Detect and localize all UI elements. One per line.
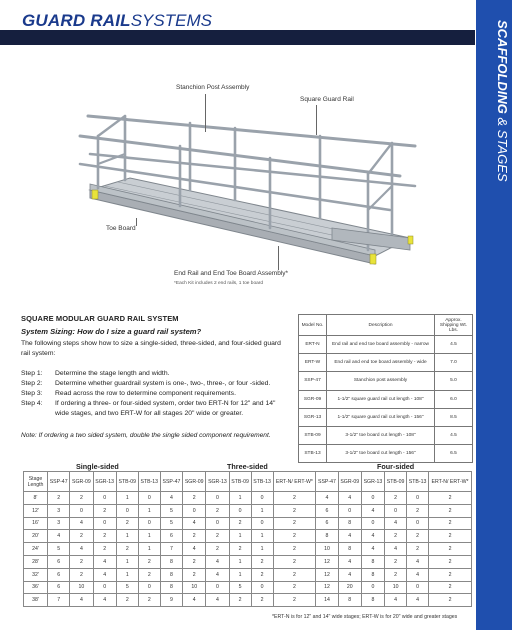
sizing-cell: 4 [361,530,384,543]
sizing-cell: 2 [385,530,407,543]
sizing-cell: 1 [116,555,138,568]
component-weight: 8.5 [435,408,473,426]
sizing-cell: 0 [93,492,116,505]
sizing-cell: 2 [48,492,70,505]
component-row [299,336,473,354]
sizing-cell: 2 [429,530,472,543]
sizing-cell: 6 [160,530,182,543]
sizing-cell: 8 [338,517,361,530]
sizing-cell: 8 [361,555,384,568]
sizing-cell: 8 [316,530,338,543]
component-weight: 6.0 [435,390,473,408]
component-description: Stanchion post assembly [327,372,435,390]
sizing-row [24,530,472,543]
sizing-cell: 8 [160,555,182,568]
sizing-cell: 8 [361,568,384,581]
sizing-cell: 2 [273,581,316,594]
sizing-cell: 1 [251,504,273,517]
sizing-cell: 4 [183,517,206,530]
sizing-cell: 4 [407,568,429,581]
sizing-cell: 0 [116,504,138,517]
sizing-cell: 4 [93,568,116,581]
components-table [298,314,473,463]
sizing-header-cell: ERT-N/ ERT-W* [429,472,472,492]
section-title: SQUARE MODULAR GUARD RAIL SYSTEM [21,314,179,323]
sizing-cell: 0 [407,492,429,505]
sizing-cell: 4 [385,517,407,530]
sizing-header-cell: STB-09 [385,472,407,492]
sizing-cell: 1 [138,543,160,556]
sizing-header-cell: STB-09 [229,472,251,492]
component-description: End rail and end toe board assembly - wide [327,354,435,372]
sizing-header-cell: SGR-13 [206,472,229,492]
sizing-cell: 24' [24,543,48,556]
sizing-cell: 2 [206,530,229,543]
sizing-cell: 4 [361,504,384,517]
component-description: End rail and end toe board assembly - narrow [327,336,435,354]
sizing-cell: 8 [160,581,182,594]
sizing-cell: 4 [385,543,407,556]
sizing-cell: 2 [429,543,472,556]
sizing-cell: 9 [160,594,182,607]
sizing-cell: 28' [24,555,48,568]
sizing-cell: 2 [429,594,472,607]
component-row [299,354,473,372]
sizing-cell: 1 [116,530,138,543]
sizing-cell: 2 [273,543,316,556]
sizing-header-cell: STB-13 [407,472,429,492]
component-model: SSP-47 [299,372,327,390]
sizing-cell: 2 [70,568,93,581]
leader-stanchion [205,94,206,132]
component-row [299,390,473,408]
sizing-cell: 2 [407,530,429,543]
sizing-cell: 0 [138,581,160,594]
sizing-cell: 4 [316,492,338,505]
step-row [21,399,291,419]
sizing-cell: 0 [361,581,384,594]
component-model: ERT-N [299,336,327,354]
sizing-cell: 0 [138,492,160,505]
step-row [21,369,291,379]
sizing-cell: 5 [116,581,138,594]
ert-footnote: *ERT-N is for 12" and 14" wide stages; ERT-W is for 20" wide and greater stages [272,614,458,620]
component-model: STB-09 [299,426,327,444]
sizing-cell: 7 [160,543,182,556]
sizing-header-cell: ERT-N/ ERT-W* [273,472,316,492]
sizing-cell: 20' [24,530,48,543]
component-model: SGR-13 [299,408,327,426]
sizing-cell: 0 [93,517,116,530]
sizing-cell: 0 [251,581,273,594]
sizing-cell: 4 [338,530,361,543]
sizing-cell: 2 [429,581,472,594]
step-row [21,389,291,399]
sizing-question: System Sizing: How do I size a guard rail system? [21,327,202,336]
step-label: Step 2: [21,380,43,387]
sizing-cell: 2 [251,555,273,568]
sizing-cell: 8 [338,594,361,607]
sizing-row [24,594,472,607]
sizing-cell: 2 [206,504,229,517]
sizing-cell: 6 [48,555,70,568]
sizing-cell: 0 [229,504,251,517]
sizing-header-cell: SGR-13 [93,472,116,492]
sizing-cell: 4 [206,568,229,581]
component-row [299,426,473,444]
sizing-cell: 2 [273,568,316,581]
sizing-cell: 38' [24,594,48,607]
sizing-header-cell: STB-13 [251,472,273,492]
sizing-cell: 3 [48,517,70,530]
sizing-cell: 0 [407,581,429,594]
sizing-cell: 4 [70,517,93,530]
callout-square-rail: Square Guard Rail [300,96,354,103]
sizing-cell: 6 [48,568,70,581]
sizing-cell: 8 [361,594,384,607]
sizing-cell: 2 [138,594,160,607]
component-model: SGR-09 [299,390,327,408]
callout-toe-board: Toe Board [106,225,136,232]
sizing-cell: 4 [160,492,182,505]
sizing-cell: 1 [138,504,160,517]
sizing-header-row [24,472,472,492]
sizing-header-cell: STB-09 [116,472,138,492]
sizing-cell: 0 [251,517,273,530]
sizing-row [24,555,472,568]
sizing-cell: 5 [160,504,182,517]
sizing-row [24,581,472,594]
step-text: Determine whether guardrail system is one-, two-, three-, or four -sided. [55,380,271,387]
sizing-cell: 6 [48,581,70,594]
group-four-sided: Four-sided [377,462,415,471]
sizing-cell: 4 [183,543,206,556]
component-model: ERT-W [299,354,327,372]
sizing-cell: 5 [229,581,251,594]
sizing-cell: 2 [273,530,316,543]
component-row [299,408,473,426]
sizing-cell: 8 [160,568,182,581]
sizing-cell: 2 [183,530,206,543]
sizing-cell: 10 [70,581,93,594]
sizing-table [23,471,472,607]
sizing-cell: 2 [70,530,93,543]
sizing-cell: 4 [70,594,93,607]
sizing-cell: 2 [407,504,429,517]
sizing-cell: 4 [407,594,429,607]
component-row [299,372,473,390]
component-description: 1-1/2" square guard rail cut length - 108" [327,390,435,408]
sizing-cell: 1 [138,530,160,543]
sizing-cell: 16' [24,517,48,530]
sizing-cell: 4 [407,555,429,568]
sizing-cell: 2 [273,555,316,568]
title-bar [0,10,475,32]
sizing-cell: 12 [316,555,338,568]
sizing-cell: 10 [385,581,407,594]
sizing-header-cell: SSP-47 [316,472,338,492]
sizing-cell: 4 [206,555,229,568]
sizing-row [24,543,472,556]
sizing-cell: 2 [429,504,472,517]
sizing-cell: 2 [70,492,93,505]
sizing-cell: 0 [70,504,93,517]
sizing-cell: 10 [183,581,206,594]
sizing-cell: 4 [338,568,361,581]
group-three-sided: Three-sided [227,462,268,471]
sizing-cell: 2 [183,555,206,568]
sizing-cell: 12 [316,568,338,581]
sizing-cell: 0 [206,492,229,505]
sizing-cell: 5 [48,543,70,556]
sizing-cell: 6 [316,504,338,517]
sizing-cell: 2 [385,555,407,568]
sizing-cell: 2 [273,492,316,505]
component-weight: 6.5 [435,445,473,463]
sizing-cell: 2 [183,492,206,505]
sizing-cell: 12 [316,581,338,594]
sizing-cell: 2 [273,517,316,530]
component-weight: 5.0 [435,372,473,390]
callout-end-rail-note: *Each Kit includes 2 end rails, 1 toe board [174,281,264,286]
sizing-row [24,504,472,517]
sizing-cell: 7 [48,594,70,607]
sizing-cell: 0 [361,517,384,530]
sizing-cell: 4 [93,594,116,607]
sizing-cell: 6 [316,517,338,530]
sizing-cell: 2 [206,543,229,556]
component-description: 1-1/2" square guard rail cut length - 156" [327,408,435,426]
page-title: GUARD RAILSYSTEMS [22,11,212,30]
sizing-cell: 0 [138,517,160,530]
sizing-cell: 2 [138,568,160,581]
component-weight: 4.5 [435,336,473,354]
steps-list [21,369,291,419]
sizing-cell: 4 [70,543,93,556]
sizing-header-cell: Stage Length [24,472,48,492]
sizing-cell: 5 [160,517,182,530]
header-weight: Approx. Shipping Wt. Lbs. [435,315,473,336]
callout-stanchion: Stanchion Post Assembly [176,84,250,91]
sizing-header-cell: STB-13 [138,472,160,492]
sizing-cell: 4 [338,492,361,505]
header-band [0,30,475,45]
sizing-cell: 1 [229,492,251,505]
sizing-cell: 0 [407,517,429,530]
sizing-cell: 12' [24,504,48,517]
component-model: STB-13 [299,445,327,463]
sizing-header-cell: SSP-47 [160,472,182,492]
sizing-cell: 10 [316,543,338,556]
sizing-cell: 4 [183,594,206,607]
sizing-cell: 2 [93,504,116,517]
sizing-cell: 2 [93,530,116,543]
component-description: 3-1/2" toe board cut length - 156" [327,445,435,463]
sizing-cell: 0 [338,504,361,517]
side-label: SCAFFOLDING & STAGES [495,20,510,182]
sizing-cell: 0 [361,492,384,505]
sizing-cell: 0 [206,517,229,530]
sizing-cell: 2 [251,594,273,607]
component-weight: 4.5 [435,426,473,444]
components-header-row [299,315,473,336]
sizing-cell: 2 [93,543,116,556]
sizing-cell: 1 [229,568,251,581]
sizing-cell: 0 [206,581,229,594]
leader-toe-board [136,218,137,226]
sizing-cell: 36' [24,581,48,594]
sizing-cell: 2 [429,555,472,568]
component-description: 3-1/2" toe board cut length - 108" [327,426,435,444]
sizing-cell: 4 [338,555,361,568]
intro-paragraph: The following steps show how to size a single-sided, three-sided, and four-sided guard rail system: [21,340,281,357]
two-sided-note: Note: If ordering a two sided system, double the single sided component requirement. [21,432,271,439]
sizing-cell: 2 [229,594,251,607]
sizing-cell: 4 [361,543,384,556]
sizing-header-cell: SGR-09 [338,472,361,492]
guard-rail-illustration [70,78,440,278]
sizing-cell: 14 [316,594,338,607]
sizing-cell: 2 [429,492,472,505]
sizing-cell: 4 [93,555,116,568]
sizing-cell: 2 [116,594,138,607]
sizing-cell: 2 [70,555,93,568]
sizing-cell: 2 [407,543,429,556]
sizing-cell: 1 [229,555,251,568]
step-text: If ordering a three- or four-sided system, order two ERT-N for 12" and 14" wide stages, and two ERT-W for all stages 20" wide or greater. [55,400,276,417]
sizing-cell: 2 [138,555,160,568]
step-label: Step 1: [21,370,43,377]
sizing-cell: 1 [251,543,273,556]
sizing-cell: 1 [229,530,251,543]
sizing-cell: 4 [48,530,70,543]
step-text: Determine the stage length and width. [55,370,170,377]
step-label: Step 3: [21,390,43,397]
sizing-row [24,517,472,530]
sizing-cell: 8' [24,492,48,505]
sizing-cell: 2 [229,517,251,530]
sizing-cell: 4 [206,594,229,607]
header-description: Description [327,315,435,336]
sizing-cell: 8 [338,543,361,556]
sizing-cell: 32' [24,568,48,581]
sizing-header-cell: SGR-13 [361,472,384,492]
sizing-cell: 1 [116,568,138,581]
sizing-cell: 2 [385,492,407,505]
sizing-cell: 2 [116,517,138,530]
sizing-cell: 0 [93,581,116,594]
sizing-cell: 2 [183,568,206,581]
step-label: Step 4: [21,400,43,407]
sizing-cell: 2 [429,568,472,581]
leader-end-rail [278,246,279,270]
sizing-cell: 2 [116,543,138,556]
sizing-row [24,492,472,505]
header-model: Model No. [299,315,327,336]
sizing-cell: 0 [385,504,407,517]
sizing-cell: 2 [251,568,273,581]
component-weight: 7.0 [435,354,473,372]
sizing-cell: 0 [251,492,273,505]
sizing-header-cell: SGR-09 [183,472,206,492]
group-single-sided: Single-sided [76,462,119,471]
sizing-cell: 1 [116,492,138,505]
sizing-cell: 1 [251,530,273,543]
sizing-header-cell: SSP-47 [48,472,70,492]
sizing-cell: 3 [48,504,70,517]
step-text: Read across the row to determine component requirements. [55,390,236,397]
component-row [299,445,473,463]
callout-end-rail: End Rail and End Toe Board Assembly* [174,270,289,277]
sizing-cell: 2 [229,543,251,556]
sizing-cell: 2 [273,504,316,517]
sizing-cell: 2 [429,517,472,530]
sizing-cell: 4 [385,594,407,607]
step-row [21,379,291,389]
sizing-header-cell: SGR-09 [70,472,93,492]
sizing-cell: 20 [338,581,361,594]
sizing-cell: 2 [385,568,407,581]
leader-square-rail [316,105,317,135]
sizing-cell: 0 [183,504,206,517]
sizing-cell: 2 [273,594,316,607]
sizing-row [24,568,472,581]
